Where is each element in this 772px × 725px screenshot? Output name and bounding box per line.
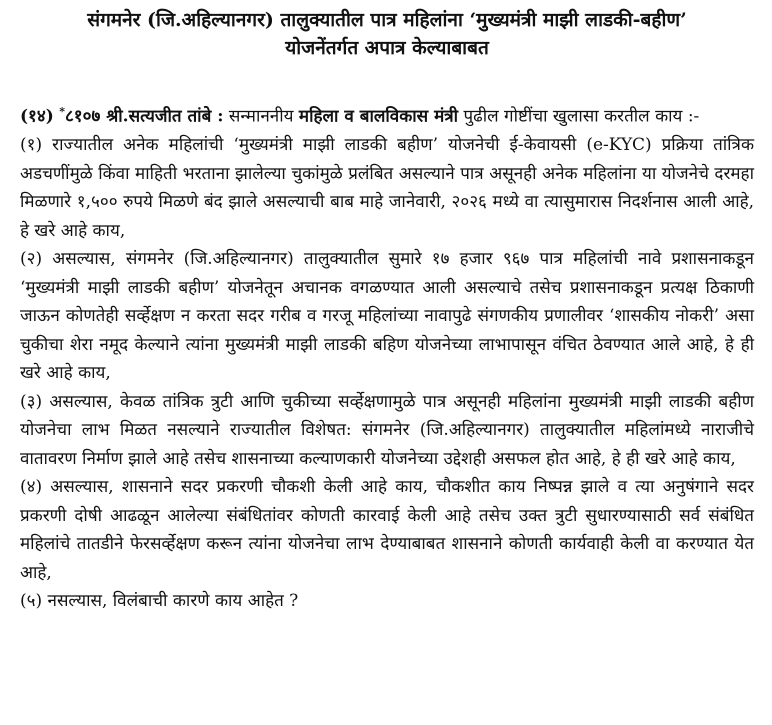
question-point-4: (४) असल्यास, शासनाने सदर प्रकरणी चौकशी केली आहे काय, चौकशीत काय निष्पन्न झाले व त्या अनुषंगाने सदर प्रकरणी दोषी आढळून आलेल्या संबंधितांवर कोणती कारवाई केली आहे तसेच उक्त त्रुटी सुधारण्यासाठी सर्व संबंधित महिलांचे तातडीने फेरसर्व्हेक्षण करून त्यांना योजनेचा लाभ देण्याबाबत शासनाने कोणती कार्यवाही केली वा करण्यात येत आहे, [20, 477, 754, 583]
document-title [20, 6, 754, 62]
question-intro [20, 98, 754, 131]
starred-mark: * [59, 105, 65, 118]
question-point-2: (२) असल्यास, संगमनेर (जि.अहिल्यानगर) तालुक्यातील सुमारे १७ हजार ९६७ पात्र महिलांची नावे प्रशासनाकडून ‘मुख्यमंत्री माझी लाडकी बहीण’ योजनेतून अचानक वगळण्यात आली असल्याचे तसेच प्रशासनाकडून प्रत्यक्ष ठिकाणी जाऊन कोणतेही सर्व्हेक्षण न करता सदर गरीब व गरजू महिलांच्या नावापुढे संगणकीय प्रणालीवर ‘शासकीय नोकरी’ असा चुकीचा शेरा नमूद केल्याने त्यांना मुख्यमंत्री माझी लाडकी बहिण योजनेच्या लाभापासून वंचित ठेवण्यात आले आहे, हे ही खरे आहे काय, [20, 249, 754, 384]
question-point-5: (५) नसल्यास, विलंबाची कारणे काय आहेत ? [20, 591, 299, 612]
intro-after: पुढील गोष्टींचा खुलासा करतील काय :- [458, 106, 700, 127]
question-point-1: (१) राज्यातील अनेक महिलांची ‘मुख्यमंत्री माझी लाडकी बहीण’ योजनेची ई-केवायसी (e-KYC) प्रक्रिया तांत्रिक अडचणींमुळे किंवा माहिती भरताना झालेल्या चुकांमुळे प्रलंबित असल्याने पात्र असूनही अनेक महिलांना या योजनेचे दरमहा मिळणारे १,५०० रुपये मिळणे बंद झाले असल्याची बाब माहे जानेवारी, २०२६ मध्ये वा त्यासुमारास निदर्शनास आली आहे, हे खरे आहे काय, [20, 135, 754, 241]
question-head: ८१०७ श्री.सत्यजीत तांबे : [64, 106, 224, 127]
question-block [20, 98, 754, 616]
minister-name: महिला व बालविकास मंत्री [298, 106, 459, 127]
intro-before: सन्माननीय [223, 106, 299, 127]
question-number: (१४) [20, 106, 54, 127]
title-line-1: संगमनेर (जि.अहिल्यानगर) तालुक्यातील पात्र महिलांना ‘मुख्यमंत्री माझी लाडकी-बहीण’ [87, 9, 687, 31]
question-point-3: (३) असल्यास, केवळ तांत्रिक त्रुटी आणि चुकीच्या सर्व्हेक्षणामुळे पात्र असूनही महिलांना मुख्यमंत्री माझी लाडकी बहीण योजनेचा लाभ मिळत नसल्याने राज्यातील विशेषत: संगमनेर (जि.अहिल्यानगर) तालुक्यातील महिलांमध्ये नाराजीचे वातावरण निर्माण झाले आहे तसेच शासनाच्या कल्याणकारी योजनेच्या उद्देशही असफल होत आहे, हे ही खरे आहे काय, [20, 391, 754, 469]
title-line-2: योजनेंतर्गत अपात्र केल्याबाबत [285, 37, 489, 59]
